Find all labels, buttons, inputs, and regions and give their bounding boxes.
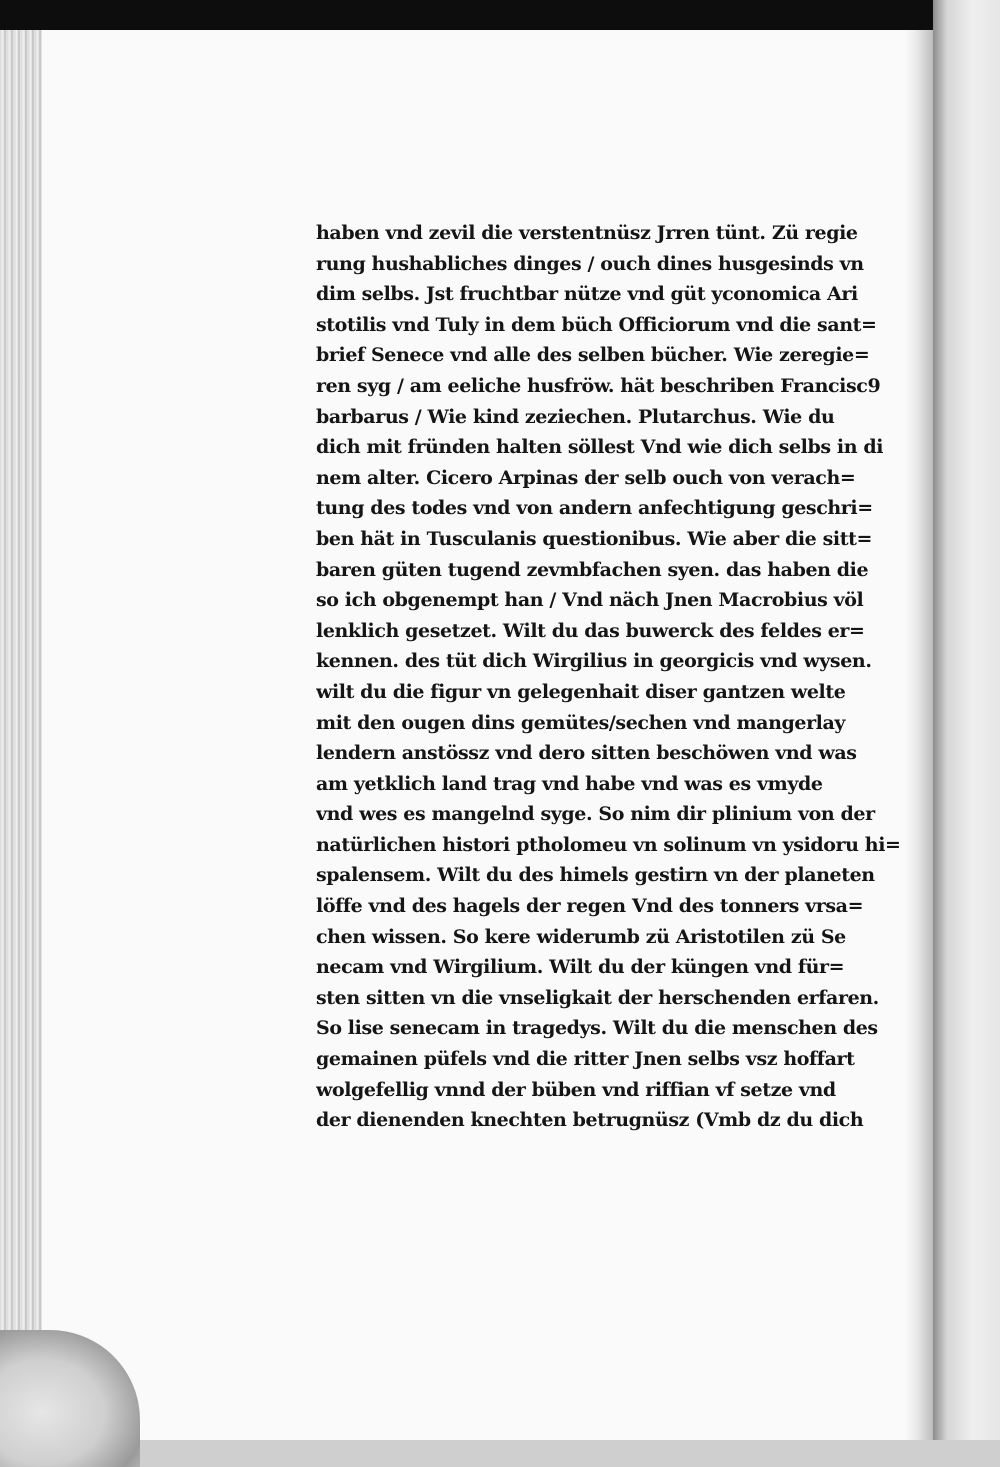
text-line: rung hushabliches dinges / ouch dines husgesinds vn: [316, 252, 864, 275]
text-line: nem alter. Cicero Arpinas der selb ouch von verach=: [316, 466, 856, 489]
text-line: barbarus / Wie kind zeziechen. Plutarchus. Wie du: [316, 405, 835, 428]
scan-top-band: [0, 0, 1000, 30]
text-line: sten sitten vn die vnseligkait der herschenden erfaren.: [316, 986, 879, 1009]
text-line: tung des todes vnd von andern anfechtigung geschri=: [316, 497, 873, 520]
text-line: stotilis vnd Tuly in dem büch Officiorum vnd die sant=: [316, 313, 877, 336]
text-line: ben hät in Tusculanis questionibus. Wie aber die sitt=: [316, 527, 872, 550]
text-line: kennen. des tüt dich Wirgilius in georgicis vnd wysen.: [316, 650, 872, 673]
right-frame: [933, 0, 1000, 1467]
text-block: [316, 218, 910, 1132]
text-line: dich mit fründen halten söllest Vnd wie dich selbs in di: [316, 436, 884, 459]
text-line: lenklich gesetzet. Wilt du das buwerck des feldes er=: [316, 619, 865, 642]
text-line: baren güten tugend zevmbfachen syen. das haben die: [316, 558, 869, 581]
text-line: mit den ougen dins gemütes/sechen vnd mangerlay: [316, 711, 846, 734]
text-line: brief Senece vnd alle des selben bücher. Wie zeregie=: [316, 344, 870, 367]
text-line: wolgefellig vnnd der büben vnd riffian vf setze vnd: [316, 1078, 836, 1101]
text-line: necam vnd Wirgilium. Wilt du der küngen vnd für=: [316, 956, 845, 979]
text-line: so ich obgenempt han / Vnd näch Jnen Macrobius völ: [316, 589, 864, 612]
text-line: natürlichen histori ptholomeu vn solinum vn ysidoru hi=: [316, 833, 901, 856]
page-edges-left: [0, 30, 44, 1440]
text-line: gemainen püfels vnd die ritter Jnen selbs vsz hoffart: [316, 1048, 855, 1071]
text-line: löffe vnd des hagels der regen Vnd des tonners vrsa=: [316, 895, 864, 918]
text-line: So lise senecam in tragedys. Wilt du die menschen des: [316, 1017, 878, 1040]
text-line: dim selbs. Jst fruchtbar nütze vnd güt yconomica Ari: [316, 283, 858, 306]
bleed-through-shadow: [320, 1070, 840, 1092]
text-line: am yetklich land trag vnd habe vnd was es vmyde: [316, 772, 823, 795]
scan-bottom-shadow: [0, 1440, 1000, 1467]
text-line: ren syg / am eeliche husfröw. hät beschriben Francisc9: [316, 374, 881, 397]
text-line: chen wissen. So kere widerumb zü Aristotilen zü Se: [316, 925, 846, 948]
text-line: vnd wes es mangelnd syge. So nim dir plinium von der: [316, 803, 875, 826]
text-line: lendern anstössz vnd dero sitten beschöwen vnd was: [316, 742, 857, 765]
text-line: haben vnd zevil die verstentnüsz Jrren tünt. Zü regie: [316, 222, 858, 244]
text-line: der dienenden knechten betrugnüsz (Vmb dz du dich: [316, 1109, 864, 1132]
text-line: spalensem. Wilt du des himels gestirn vn der planeten: [316, 864, 875, 887]
text-line: wilt du die figur vn gelegenhait diser gantzen welte: [316, 680, 846, 703]
